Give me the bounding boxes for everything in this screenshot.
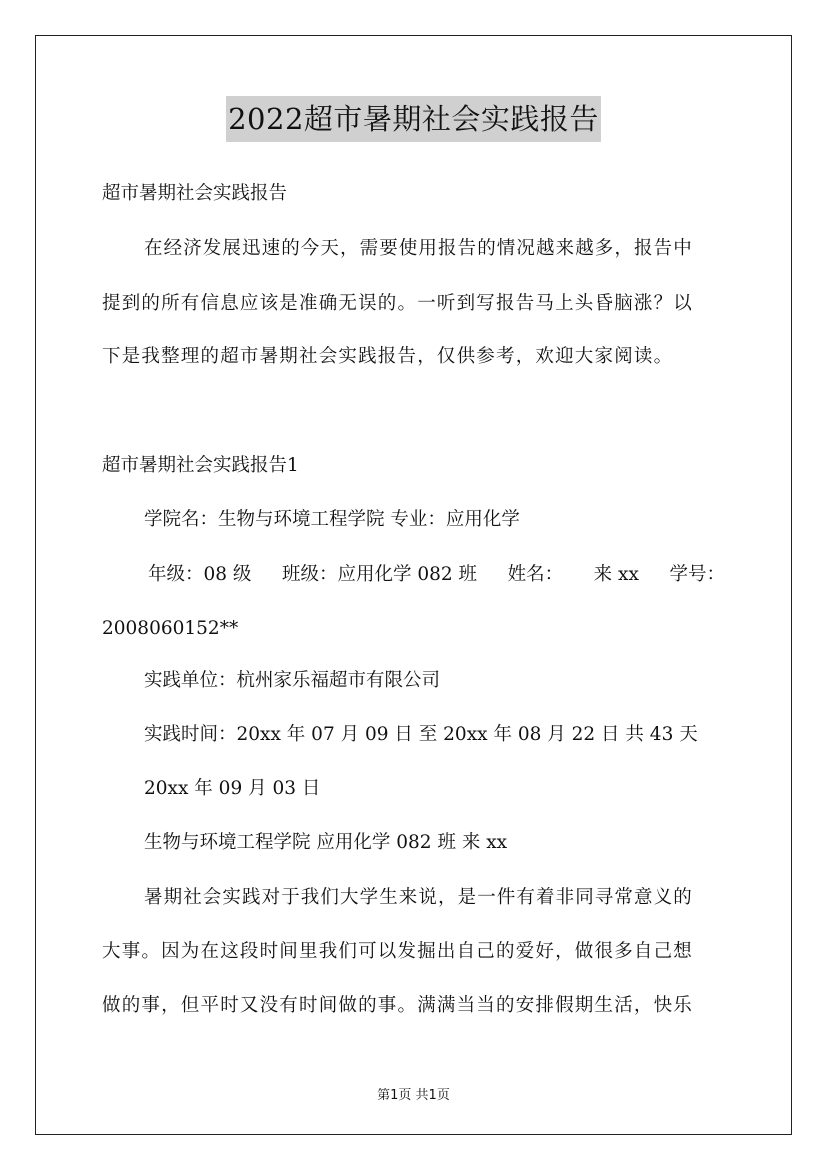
intro-line-1 — [144, 237, 725, 261]
report-date: 20xx 年 09 月 03 日 — [144, 778, 321, 799]
body-line-2: 大事。因为在这段时间里我们可以发掘出自己的爱好，做很多自己想 — [102, 941, 694, 962]
college-major-line: 学院名：生物与环境工程学院 专业：应用化学 — [144, 509, 520, 530]
practice-time: 实践时间：20xx 年 07 月 09 日 至 20xx 年 08 月 22 日 共 43 天 — [144, 724, 698, 745]
grade-line — [148, 563, 725, 587]
section-title: 超市暑期社会实践报告1 — [102, 455, 299, 476]
name-value: 来 xx — [593, 564, 639, 585]
grade-field: 年级：08 级 — [148, 564, 252, 585]
name-label: 姓名： — [507, 564, 564, 585]
intro-line-3: 下是我整理的超市暑期社会实践报告，仅供参考，欢迎大家阅读。 — [102, 346, 674, 367]
intro-line-2: 提到的所有信息应该是准确无误的。一听到写报告马上头昏脑涨？以 — [102, 293, 694, 314]
body-line-3: 做的事，但平时又没有时间做的事。满满当当的安排假期生活，快乐 — [102, 995, 694, 1016]
intro-text-1: 在经济发展迅速的今天，需要使用报告的情况越来越多，报告中 — [144, 238, 693, 259]
page-footer: 第1页 共1页 — [377, 1088, 450, 1103]
document-subtitle: 超市暑期社会实践报告 — [102, 183, 288, 204]
student-id-value: 2008060152** — [102, 618, 239, 639]
document-title: 2022超市暑期社会实践报告 — [226, 96, 601, 142]
body-line-1: 暑期社会实践对于我们大学生来说，是一件有着非同寻常意义的 — [144, 887, 693, 908]
student-id-label: 学号： — [669, 564, 725, 585]
signature-line: 生物与环境工程学院 应用化学 082 班 来 xx — [144, 832, 508, 853]
title-container — [0, 96, 827, 142]
class-field: 班级：应用化学 082 班 — [281, 564, 478, 585]
practice-unit: 实践单位：杭州家乐福超市有限公司 — [144, 670, 441, 691]
